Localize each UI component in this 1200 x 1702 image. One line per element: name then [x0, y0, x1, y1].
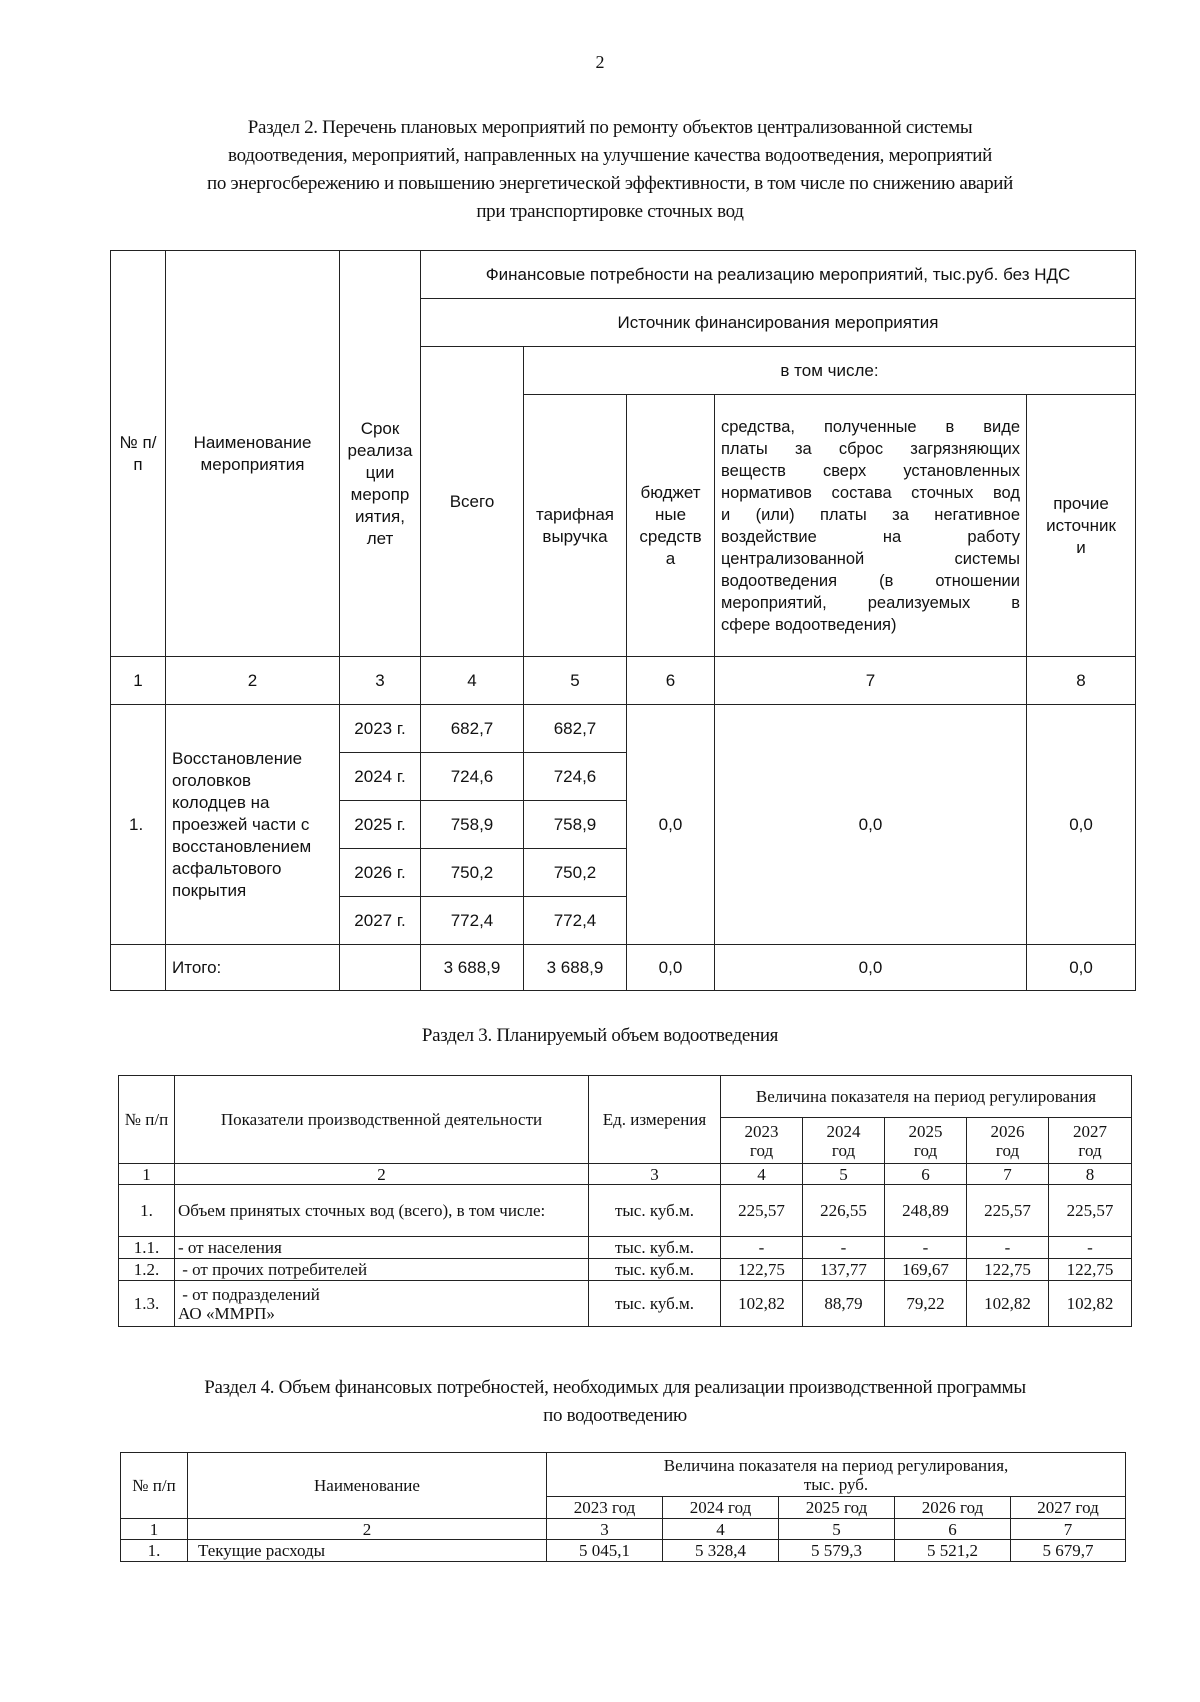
t3-row-name-line: АО «ММРП»	[178, 1303, 275, 1323]
total-row-budget: 0,0	[627, 945, 715, 991]
t4-col-number: 7	[1011, 1519, 1126, 1540]
header-total-text: Всего	[449, 491, 495, 511]
t3-row-value: -	[885, 1237, 967, 1259]
header-finance: Финансовые потребности на реализацию мероприятий, тыс.руб. без НДС	[421, 251, 1136, 299]
t4-header-year: 2027 год	[1011, 1497, 1126, 1519]
t3-header-year	[967, 1118, 1049, 1164]
header-fees-line: средства, полученные в виде	[721, 417, 1020, 436]
t3-row-value: 122,75	[1049, 1259, 1132, 1281]
header-num	[111, 251, 166, 657]
col-number: 4	[421, 657, 524, 705]
header-fees-line: веществ сверх установленных	[721, 461, 1020, 480]
header-other-line: и	[1076, 537, 1086, 557]
header-fees-line: сфере водоотведения)	[721, 615, 897, 634]
section-2-title-line: водоотведения, мероприятий, направленных на улучшение качества водоотведения, мероприятий	[228, 145, 992, 166]
section-2-title-line: по энергосбережению и повышению энергетической эффективности, в том числе по снижению аварий	[206, 173, 1014, 194]
header-fees-line: воздействие на работу	[721, 527, 1020, 546]
volume-table	[118, 1075, 1132, 1327]
col-number: 2	[166, 657, 340, 705]
t3-row-unit: тыс. куб.м.	[589, 1281, 721, 1327]
tariff-cell: 772,4	[524, 897, 627, 945]
t3-row-value: 102,82	[1049, 1281, 1132, 1327]
header-name	[166, 251, 340, 657]
tariff-cell: 724,6	[524, 753, 627, 801]
total-row-total: 3 688,9	[421, 945, 524, 991]
col-number: 1	[111, 657, 166, 705]
total-row-label: Итого:	[166, 945, 340, 991]
col-number: 7	[715, 657, 1027, 705]
t3-row-unit: тыс. куб.м.	[589, 1237, 721, 1259]
row-name-line: Восстановление	[172, 748, 303, 768]
year-cell: 2025 г.	[340, 801, 421, 849]
t3-col-number: 2	[175, 1164, 589, 1185]
t3-row-value: 248,89	[885, 1185, 967, 1237]
col-number: 3	[340, 657, 421, 705]
t3-year-number: 2025	[908, 1121, 943, 1141]
t3-year-word: год	[749, 1140, 774, 1160]
t4-header-period-line: Величина показателя на период регулирования,	[663, 1455, 1009, 1475]
header-fees-line: мероприятий, реализуемых в	[721, 593, 1020, 612]
header-term-line: лет	[366, 528, 394, 548]
t3-year-number: 2027	[1073, 1121, 1107, 1141]
t4-row-value: 5 521,2	[895, 1540, 1011, 1562]
t3-row-num: 1.2.	[119, 1259, 175, 1281]
fees-cell: 0,0	[715, 705, 1027, 945]
t3-row-num: 1.	[119, 1185, 175, 1237]
row-name	[166, 705, 340, 945]
year-cell: 2027 г.	[340, 897, 421, 945]
tariff-cell: 750,2	[524, 849, 627, 897]
finance-table	[120, 1452, 1126, 1562]
t4-col-number: 1	[121, 1519, 188, 1540]
budget-cell: 0,0	[627, 705, 715, 945]
row-name-line: покрытия	[172, 880, 247, 900]
t4-header-year: 2025 год	[779, 1497, 895, 1519]
t3-col-number: 7	[967, 1164, 1049, 1185]
t4-header-period-line: тыс. руб.	[803, 1474, 869, 1494]
header-source: Источник финансирования мероприятия	[421, 299, 1136, 347]
t4-row-value: 5 679,7	[1011, 1540, 1126, 1562]
section-2-title	[110, 114, 1110, 226]
t3-row-value: 225,57	[967, 1185, 1049, 1237]
section-2-title-line: при транспортировке сточных вод	[476, 201, 744, 222]
t3-header-year	[803, 1118, 885, 1164]
row-name-line: проезжей части с	[172, 814, 310, 834]
t3-year-word: год	[831, 1140, 856, 1160]
header-num-text: № п/п	[119, 432, 157, 474]
row-name-line: колодцев на	[172, 792, 270, 812]
header-term-line: Срок	[360, 418, 400, 438]
header-other-line: прочие	[1053, 493, 1109, 513]
year-cell: 2023 г.	[340, 705, 421, 753]
total-row-num	[111, 945, 166, 991]
t3-row-value: 88,79	[803, 1281, 885, 1327]
section-4-title-line: Раздел 4. Объем финансовых потребностей, необходимых для реализации производственной программы	[204, 1377, 1026, 1398]
t4-col-number: 4	[663, 1519, 779, 1540]
header-fees-line: нормативов состава сточных вод	[721, 483, 1020, 502]
t4-col-number: 5	[779, 1519, 895, 1540]
col-number: 5	[524, 657, 627, 705]
t3-col-number: 4	[721, 1164, 803, 1185]
header-budget	[627, 395, 715, 657]
tariff-cell: 682,7	[524, 705, 627, 753]
header-name-text: Наименование мероприятия	[193, 432, 312, 474]
header-other	[1027, 395, 1136, 657]
header-term-line: реализа	[347, 440, 413, 460]
section-4-title-line: по водоотведению	[543, 1405, 687, 1426]
total-cell: 724,6	[421, 753, 524, 801]
t3-row-num: 1.3.	[119, 1281, 175, 1327]
t3-year-number: 2026	[990, 1121, 1025, 1141]
t4-row-name: Текущие расходы	[188, 1540, 547, 1562]
t3-row-value: 102,82	[721, 1281, 803, 1327]
header-budget-line: ные	[654, 504, 687, 524]
t3-row-value: -	[803, 1237, 885, 1259]
header-fees-line: и (или) платы за негативное	[721, 505, 1020, 524]
header-fees-line: платы за сброс загрязняющих	[721, 439, 1020, 458]
header-fees-line: централизованной системы	[721, 549, 1020, 568]
t3-row-value: 79,22	[885, 1281, 967, 1327]
header-term-line: иятия,	[355, 506, 405, 526]
total-row-term	[340, 945, 421, 991]
col-number: 8	[1027, 657, 1136, 705]
tariff-cell: 758,9	[524, 801, 627, 849]
t3-row-value: 102,82	[967, 1281, 1049, 1327]
header-budget-line: бюджет	[640, 482, 701, 502]
t3-year-number: 2024	[826, 1121, 861, 1141]
t4-row-value: 5 328,4	[663, 1540, 779, 1562]
t4-header-year: 2024 год	[663, 1497, 779, 1519]
activities-table	[110, 250, 1136, 991]
row-name-line: восстановлением	[172, 836, 312, 856]
t3-col-number: 1	[119, 1164, 175, 1185]
total-row-fees: 0,0	[715, 945, 1027, 991]
row-name-line: асфальтового	[172, 858, 282, 878]
row-num: 1.	[111, 705, 166, 945]
section-2-title-line: Раздел 2. Перечень плановых мероприятий по ремонту объектов централизованной системы	[247, 117, 973, 138]
t3-header-year	[885, 1118, 967, 1164]
t3-header-year	[721, 1118, 803, 1164]
t3-row-num: 1.1.	[119, 1237, 175, 1259]
header-including: в том числе:	[524, 347, 1136, 395]
header-total	[421, 347, 524, 657]
total-cell: 750,2	[421, 849, 524, 897]
t3-header-unit: Ед. измерения	[589, 1076, 721, 1164]
t3-row-value: 137,77	[803, 1259, 885, 1281]
t4-row-value: 5 579,3	[779, 1540, 895, 1562]
total-cell: 682,7	[421, 705, 524, 753]
header-term-line: ции	[365, 462, 395, 482]
t3-row-value: 122,75	[967, 1259, 1049, 1281]
t3-header-indicators: Показатели производственной деятельности	[175, 1076, 589, 1164]
header-term	[340, 251, 421, 657]
header-fees-line: водоотведения (в отношении	[721, 571, 1020, 590]
t4-row-value: 5 045,1	[547, 1540, 663, 1562]
year-cell: 2024 г.	[340, 753, 421, 801]
page-number: 2	[595, 52, 605, 72]
t3-row-name: Объем принятых сточных вод (всего), в том числе:	[175, 1185, 589, 1237]
t4-header-num: № п/п	[121, 1453, 188, 1519]
t3-row-value: 226,55	[803, 1185, 885, 1237]
total-row-tariff: 3 688,9	[524, 945, 627, 991]
t3-col-number: 3	[589, 1164, 721, 1185]
row-name-line: оголовков	[172, 770, 252, 790]
t3-row-value: 169,67	[885, 1259, 967, 1281]
t3-row-value: -	[967, 1237, 1049, 1259]
header-other-line: источник	[1046, 515, 1116, 535]
t3-header-year	[1049, 1118, 1132, 1164]
t3-row-value: 225,57	[721, 1185, 803, 1237]
t3-year-word: год	[995, 1140, 1020, 1160]
t3-row-unit: тыс. куб.м.	[589, 1185, 721, 1237]
t3-row-value: 225,57	[1049, 1185, 1132, 1237]
header-budget-line: средств	[639, 526, 702, 546]
header-tariff-line: выручка	[542, 526, 608, 546]
t4-header-period	[547, 1453, 1126, 1497]
t4-header-year: 2026 год	[895, 1497, 1011, 1519]
t4-header-year: 2023 год	[547, 1497, 663, 1519]
t3-row-name-line: - от подразделений	[178, 1284, 320, 1304]
header-budget-line: а	[665, 548, 676, 568]
t3-row-value: -	[721, 1237, 803, 1259]
t3-header-num: № п/п	[119, 1076, 175, 1164]
header-fees	[715, 395, 1027, 657]
t4-col-number: 6	[895, 1519, 1011, 1540]
t4-col-number: 3	[547, 1519, 663, 1540]
section-3-title: Раздел 3. Планируемый объем водоотведения	[421, 1025, 779, 1046]
section-4-title	[110, 1374, 1120, 1430]
t3-row-value: -	[1049, 1237, 1132, 1259]
header-tariff	[524, 395, 627, 657]
header-term-line: меропр	[350, 484, 410, 504]
t3-header-period: Величина показателя на период регулирования	[721, 1076, 1132, 1118]
t3-year-word: год	[1078, 1140, 1102, 1160]
year-cell: 2026 г.	[340, 849, 421, 897]
total-cell: 758,9	[421, 801, 524, 849]
total-row-other: 0,0	[1027, 945, 1136, 991]
t3-row-name: - от прочих потребителей	[175, 1259, 589, 1281]
t4-col-number: 2	[188, 1519, 547, 1540]
other-cell: 0,0	[1027, 705, 1136, 945]
t3-year-word: год	[913, 1140, 938, 1160]
t4-header-name: Наименование	[188, 1453, 547, 1519]
t3-col-number: 6	[885, 1164, 967, 1185]
total-cell: 772,4	[421, 897, 524, 945]
col-number: 6	[627, 657, 715, 705]
t3-year-number: 2023	[744, 1121, 779, 1141]
t3-row-unit: тыс. куб.м.	[589, 1259, 721, 1281]
t3-row-name	[175, 1281, 589, 1327]
t3-row-name: - от населения	[175, 1237, 589, 1259]
t3-row-value: 122,75	[721, 1259, 803, 1281]
t3-col-number: 8	[1049, 1164, 1132, 1185]
t4-row-num: 1.	[121, 1540, 188, 1562]
t3-col-number: 5	[803, 1164, 885, 1185]
header-tariff-line: тарифная	[535, 504, 615, 524]
